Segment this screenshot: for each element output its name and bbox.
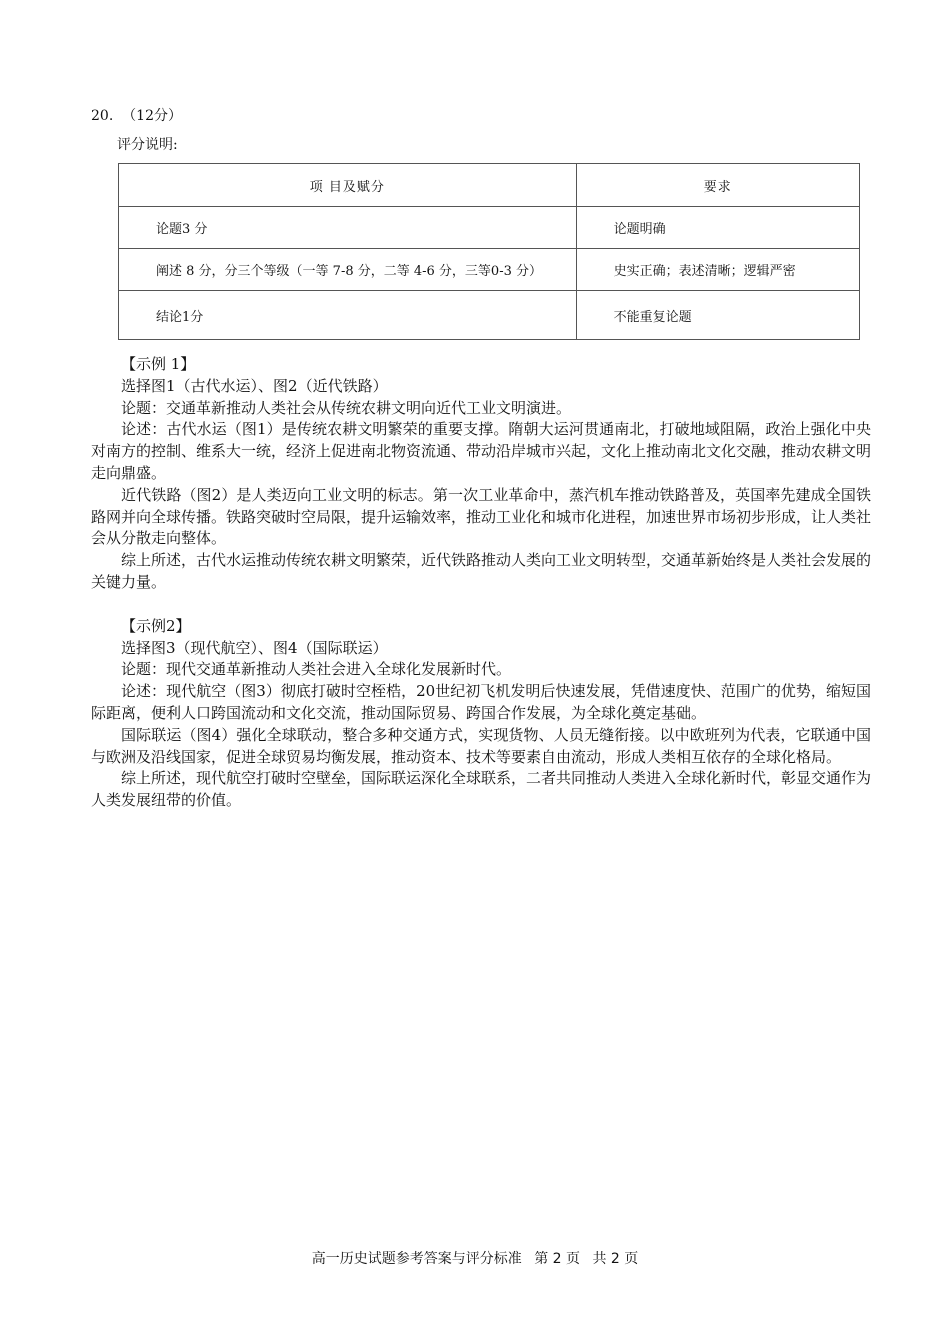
rubric-cell-requirement: 史实正确；表述清晰；逻辑严密 — [576, 249, 859, 291]
rubric-header-requirement: 要求 — [576, 164, 859, 207]
rubric-row — [119, 249, 860, 291]
question-header — [91, 105, 182, 125]
example-argument: 国际联运（图4）强化全球联动，整合多种交通方式，实现货物、人员无缝衔接。以中欧班列为代表，它联通中国与欧洲及沿线国家，促进全球贸易均衡发展，推动资本、技术等要素自由流动，形成人类相互依存的全球化格局。 — [91, 725, 871, 766]
page-footer — [0, 1248, 950, 1268]
example-argument: 论述：现代航空（图3）彻底打破时空桎梏，20世纪初飞机发明后快速发展，凭借速度快、范围广的优势，缩短国际距离，便利人口跨国流动和文化交流，推动国际贸易、跨国合作发展，为全球化奠定基础。 — [91, 682, 871, 722]
rubric-table — [118, 163, 860, 340]
footer-page-number: 第 2 页 — [534, 1251, 580, 1267]
question-points: （12分） — [122, 108, 182, 124]
example-tag: 【示例 1】 — [121, 355, 196, 373]
scoring-label: 评分说明: — [117, 137, 178, 153]
sample-answers — [91, 354, 871, 812]
example-tag: 【示例2】 — [121, 616, 191, 635]
example-selection: 选择图1（古代水运）、图2（近代铁路） — [121, 376, 388, 395]
rubric-cell-item: 结论1分 — [119, 291, 577, 340]
example-selection: 选择图3（现代航空）、图4（国际联运） — [121, 638, 388, 657]
rubric-header-item: 项 目及赋分 — [119, 164, 577, 207]
example-thesis: 论题：交通革新推动人类社会从传统农耕文明向近代工业文明演进。 — [121, 398, 572, 417]
rubric-cell-item: 阐述 8 分，分三个等级（一等 7-8 分，二等 4-6 分，三等0-3 分） — [119, 249, 577, 291]
question-number: 20. — [91, 108, 114, 124]
footer-total-pages: 共 2 页 — [592, 1251, 639, 1267]
footer-title: 高一历史试题参考答案与评分标准 — [311, 1251, 522, 1267]
rubric-header-row — [119, 164, 860, 207]
rubric-cell-requirement: 不能重复论题 — [576, 291, 859, 340]
example-thesis: 论题：现代交通革新推动人类社会进入全球化发展新时代。 — [121, 660, 512, 679]
example-argument: 近代铁路（图2）是人类迈向工业文明的标志。第一次工业革命中，蒸汽机车推动铁路普及，英国率先建成全国铁路网并向全球传播。铁路突破时空局限，提升运输效率，推动工业化和城市化进程，加速世界市场初步形成，让人类社会从分散走向整体。 — [91, 485, 872, 548]
example-conclusion: 综上所述，古代水运推动传统农耕文明繁荣，近代铁路推动人类向工业文明转型，交通革新始终是人类社会发展的关键力量。 — [91, 551, 872, 591]
spacer — [91, 594, 871, 616]
rubric-row — [119, 291, 860, 340]
example-conclusion: 综上所述，现代航空打破时空壁垒，国际联运深化全球联系，二者共同推动人类进入全球化新时代，彰显交通作为人类发展纽带的价值。 — [91, 769, 872, 810]
rubric-cell-item: 论题3 分 — [119, 207, 577, 249]
rubric-cell-requirement: 论题明确 — [576, 207, 859, 249]
rubric-row — [119, 207, 860, 249]
example-argument: 论述：古代水运（图1）是传统农耕文明繁荣的重要支撑。隋朝大运河贯通南北，打破地域阻隔，政治上强化中央对南方的控制、维系大一统，经济上促进南北物资流通、带动沿岸城市兴起，文化上推动南北文化交融，推动农耕文明走向鼎盛。 — [91, 420, 872, 482]
